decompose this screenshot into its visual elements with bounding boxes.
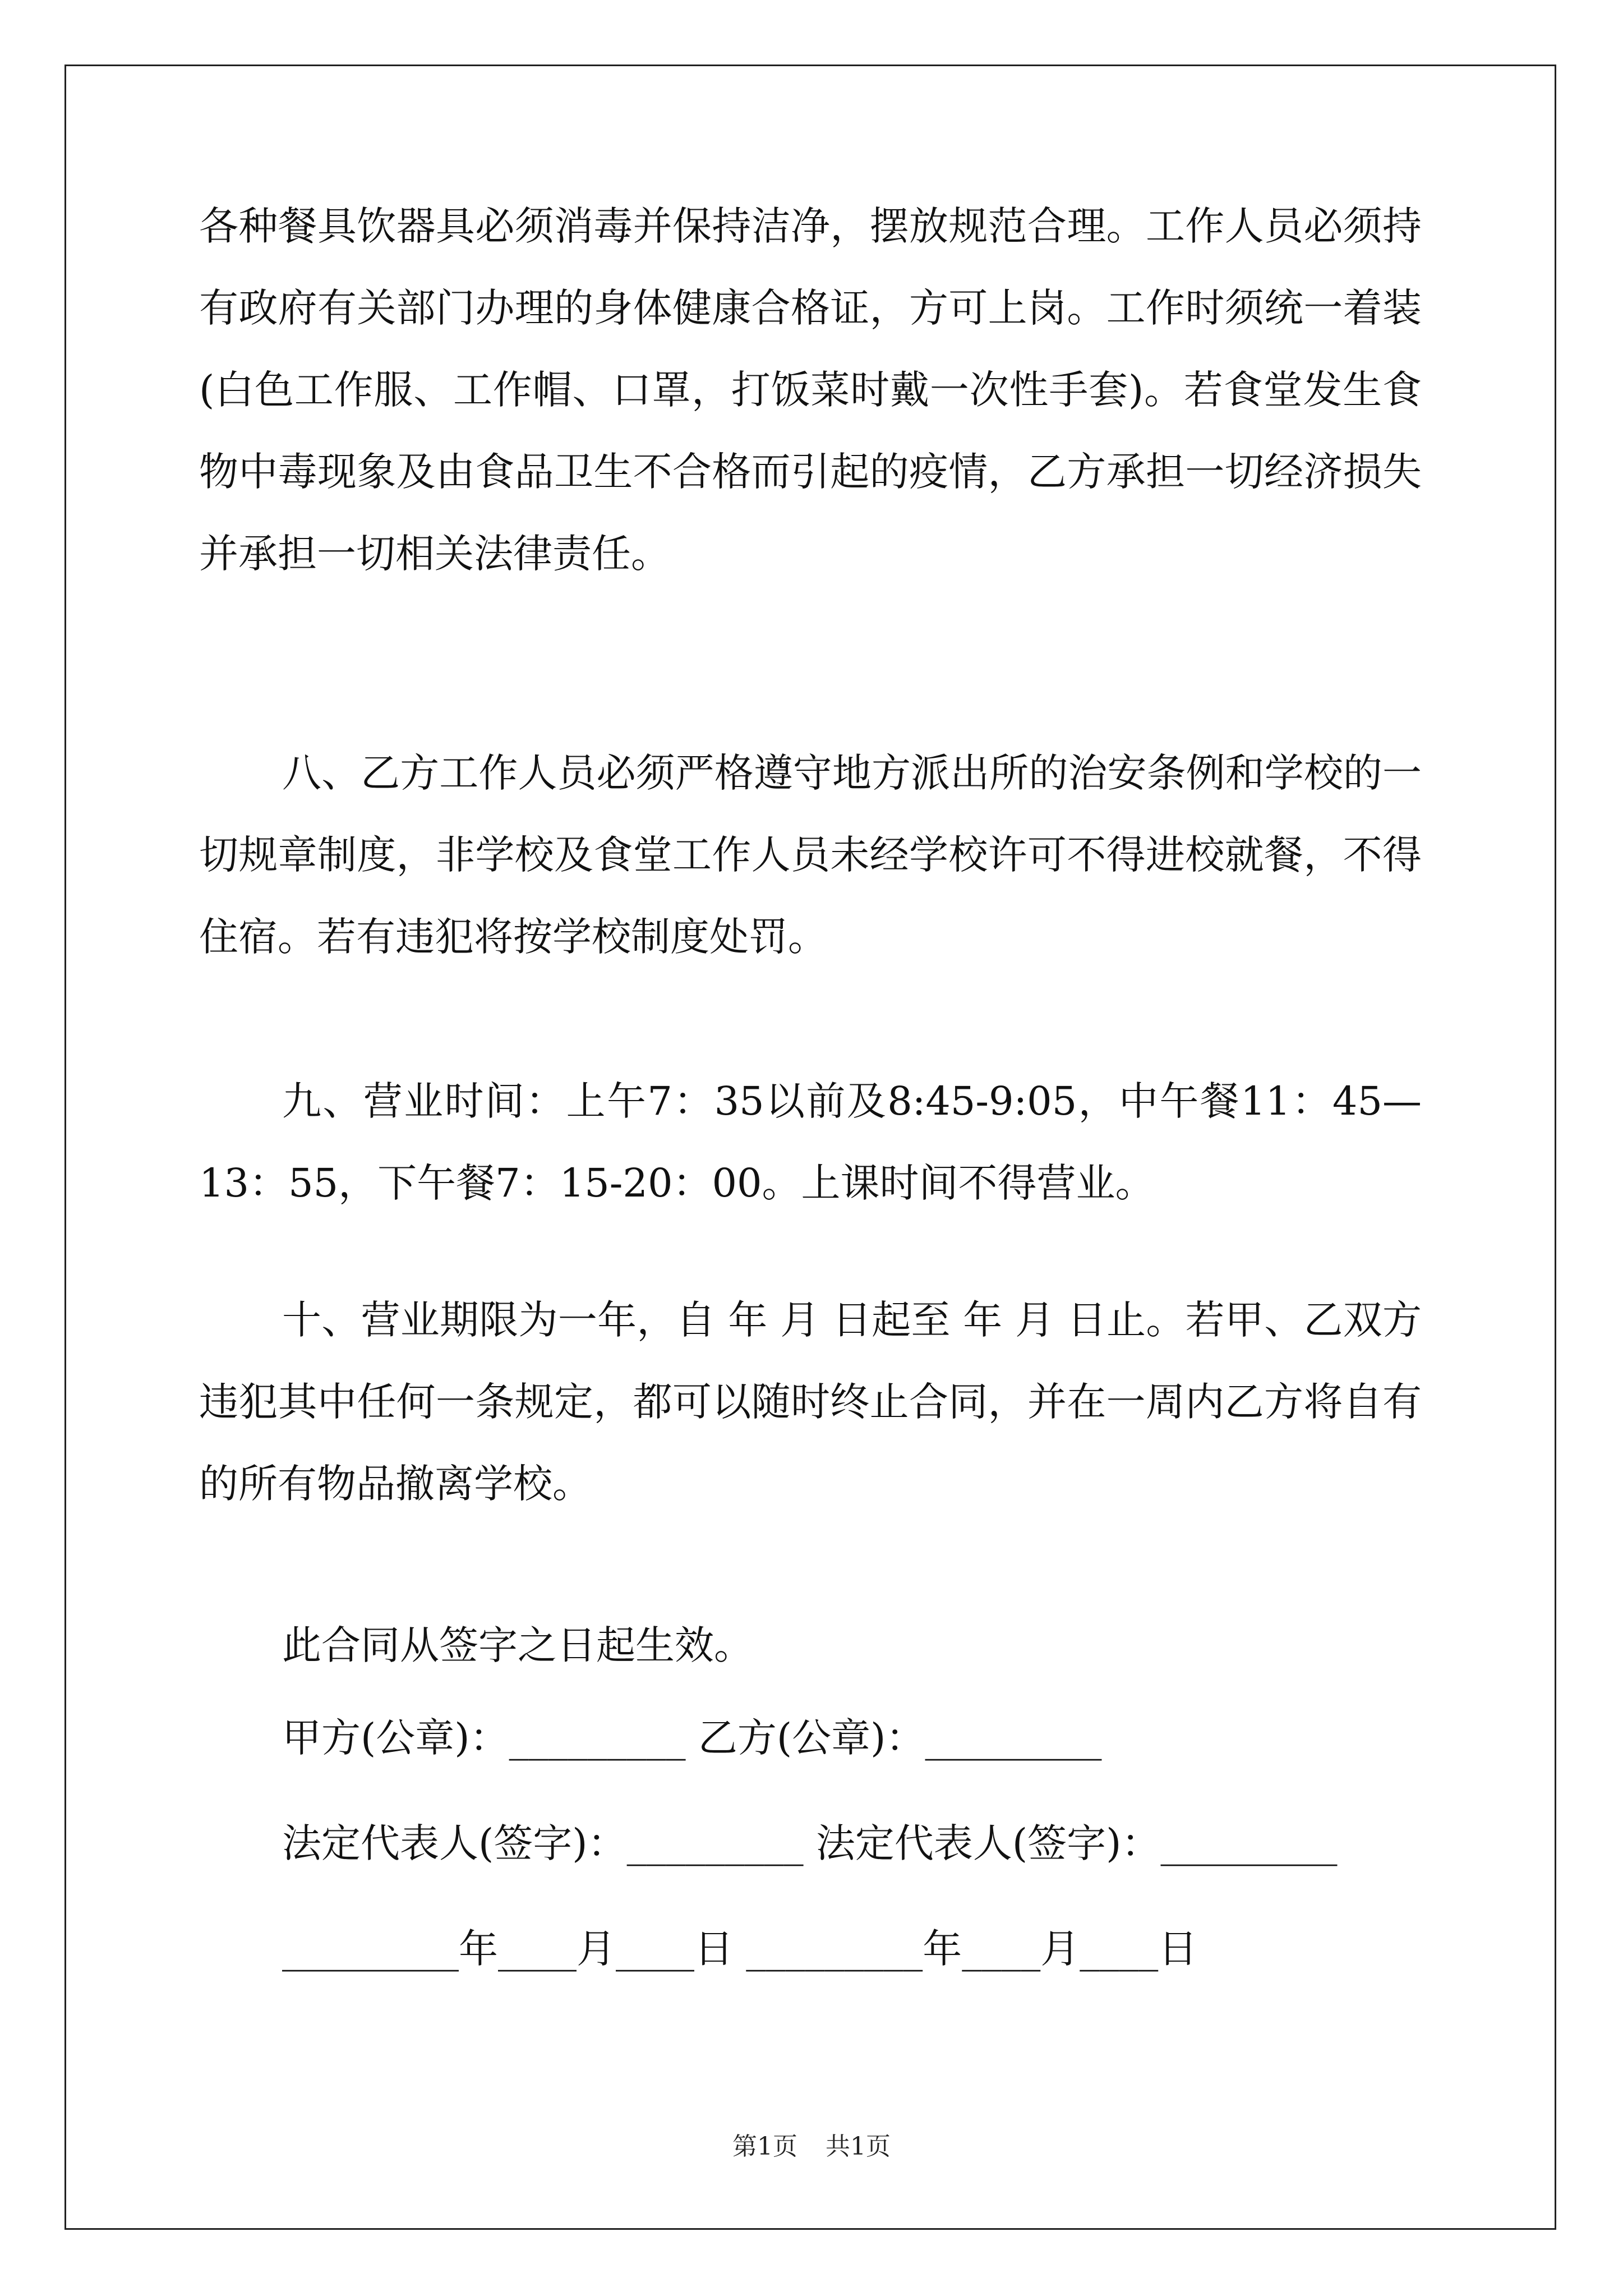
document-body-3 bbox=[199, 1060, 1422, 1224]
page-footer bbox=[0, 2126, 1623, 2162]
document-body-5 bbox=[199, 1604, 1422, 1686]
document-body-4 bbox=[199, 1279, 1422, 1525]
paragraph-hygiene: 各种餐具饮器具必须消毒并保持洁净，摆放规范合理。工作人员必须持有政府有关部门办理的身体健康合格证，方可上岗。工作时须统一着装(白色工作服、工作帽、口罩，打饭菜时戴一次性手套)。若食堂发生食物中毒现象及由食品卫生不合格而引起的疫情，乙方承担一切经济损失并承担一切相关法律责任。 bbox=[199, 203, 1422, 577]
page-number: 第1页 bbox=[732, 2132, 797, 2161]
signature-date-line: _________年____月____日 _________年____月____日 bbox=[282, 1926, 1198, 1972]
document-body bbox=[199, 185, 1422, 595]
signature-seal-line: 甲方(公章)：_________ 乙方(公章)：_________ bbox=[282, 1715, 1102, 1761]
paragraph-article-9: 九、营业时间：上午7：35以前及8:45-9:05，中午餐11：45—13：55，下午餐7：15-20：00。上课时间不得营业。 bbox=[199, 1078, 1422, 1206]
document-body-2 bbox=[199, 732, 1422, 978]
paragraph-article-10: 十、营业期限为一年，自 年 月 日起至 年 月 日止。若甲、乙双方违犯其中任何一条规定，都可以随时终止合同，并在一周内乙方将自有的所有物品撤离学校。 bbox=[199, 1297, 1422, 1507]
signature-representative-line: 法定代表人(签字)：_________ 法定代表人(签字)：_________ bbox=[282, 1820, 1338, 1866]
paragraph-effective: 此合同从签字之日起生效。 bbox=[282, 1622, 753, 1668]
page-total: 共1页 bbox=[826, 2132, 891, 2161]
paragraph-article-8: 八、乙方工作人员必须严格遵守地方派出所的治安条例和学校的一切规章制度，非学校及食堂工作人员未经学校许可不得进校就餐，不得住宿。若有违犯将按学校制度处罚。 bbox=[199, 750, 1422, 960]
